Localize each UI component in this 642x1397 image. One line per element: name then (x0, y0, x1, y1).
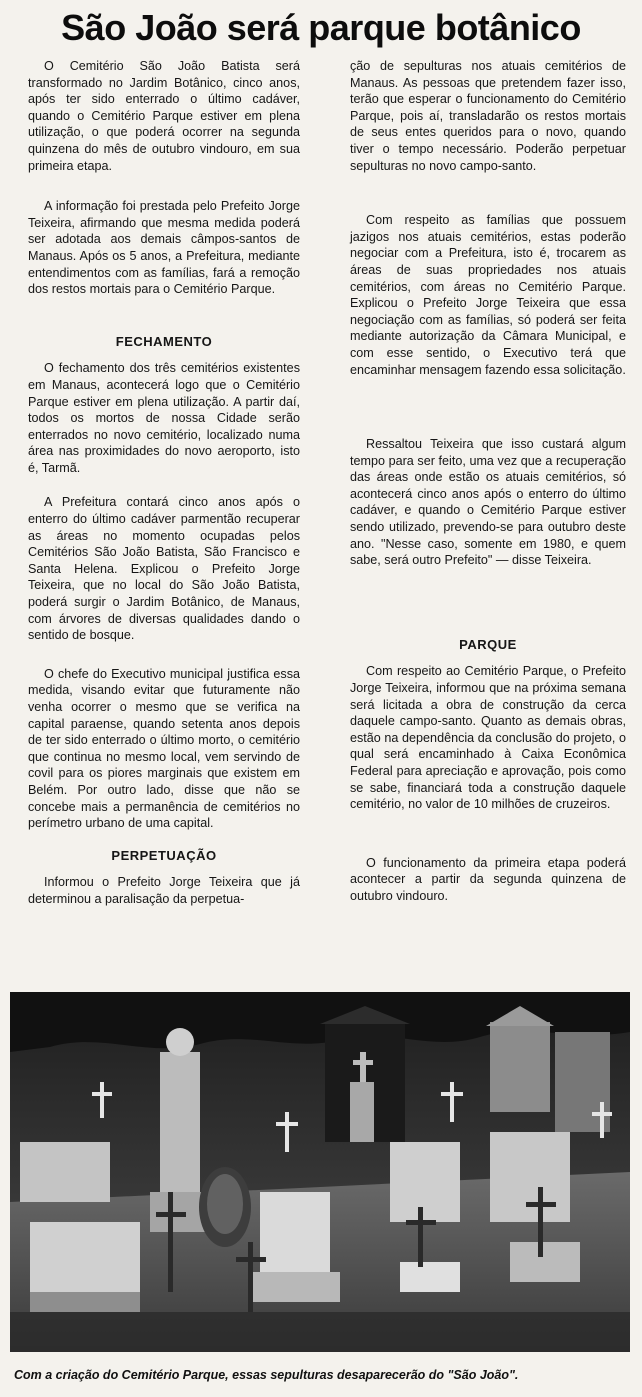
paragraph: O Cemitério São João Batista será transformado no Jardim Botânico, cinco anos, após ter sido enterrado o último cadáver, quando o Cemitério Parque estiver em plena utilização, o que poderá ocorrer na segunda quinzena do mês de outubro vindouro, em sua primeira etapa. (28, 59, 300, 173)
paragraph: A informação foi prestada pelo Prefeito Jorge Teixeira, afirmando que mesma medida poderá ser adotada aos demais câmpos-santos de Manaus. Após os 5 anos, a Prefeitura, mediante entendimentos com as famílias, fará a remoção dos restos mortais para o Cemitério Parque. (28, 199, 300, 297)
paragraph: Com respeito as famílias que possuem jazigos nos atuais cemitérios, estas poderão negociar com a Prefeitura, isto é, trocarem as áreas de suas propriedades nos atuais cemitérios, com áreas no Cemitério Parque. Explicou o Prefeito Jorge Teixeira que essa negociação com as famílias, só poderá ser feita mediante autorização da Câmara Municipal, e com esse sentido, o Executivo terá que encaminhar mensagem fazendo essa solicitação. (350, 213, 626, 377)
right-column (350, 58, 626, 921)
cemetery-photo (10, 992, 630, 1352)
cemetery-photo-illustration (10, 992, 630, 1352)
paragraph: A Prefeitura contará cinco anos após o enterro do último cadáver parmentão recuperar as áreas no momento ocupadas pelos Cemitérios São João Batista, São Francisco e Santa Helena. Explicou o Prefeito Jorge Teixeira, que no local do São João Batista, poderá surgir o Jardim Botânico, de Manaus, com árvores de diversas qualidades dando o sentido de bosque. (28, 495, 300, 643)
left-column (28, 58, 300, 924)
photo-caption: Com a criação do Cemitério Parque, essas sepulturas desaparecerão do "São João". (14, 1368, 519, 1382)
section-heading-fechamento: FECHAMENTO (115, 333, 213, 349)
paragraph: Com respeito ao Cemitério Parque, o Prefeito Jorge Teixeira, informou que na próxima semana será licitada a obra de construção da cerca daquele campo-santo. Quanto as demais obras, estão na dependência da conclusão do projeto, o qual será encaminhado à Caixa Econômica Federal para apreciação e aprovação, pois como se sabe, financiará toda a construção daquele cemitério, no valor de 10 milhões de cruzeiros. (350, 664, 626, 812)
paragraph: O chefe do Executivo municipal justifica essa medida, visando evitar que futuramente não venha ocorrer o mesmo que se verifica na capital paraense, quando setenta anos depois de ter sido enterrado o último morto, o cemitério que continua no mesmo local, vem servindo de covil para os piores marginais que existem em Belém. Por outro lado, disse que não se concebe mais a permanência de cemitérios no perímetro urbano de uma capital. (28, 666, 300, 831)
section-heading-parque: PARQUE (459, 636, 517, 652)
paragraph: Informou o Prefeito Jorge Teixeira que já determinou a paralisação da perpetua- (28, 875, 300, 906)
paragraph: O fechamento dos três cemitérios existentes em Manaus, acontecerá logo que o Cemitério Parque estiver em plena utilização. A partir daí, todos os mortos de nossa Cidade serão enterrados no novo cemitério, localizado numa área nas proximidades do novo aeroporto, isto é, Tarmã. (28, 361, 300, 475)
section-heading-perpetuacao: PERPETUAÇÃO (111, 847, 217, 863)
headline: São João será parque botânico (61, 7, 581, 48)
paragraph: Ressaltou Teixeira que isso custará algum tempo para ser feito, uma vez que a recuperação das áreas onde estão os atuais cemitérios, só acontecerá cinco anos após o enterro do último cadáver, e quando o Cemitério Parque estiver sendo utilizado, prevendo-se para outubro deste ano. "Nesse caso, somente em 1980, e quem sabe, será outro Prefeito" — disse Teixeira. (350, 437, 626, 568)
paragraph: O funcionamento da primeira etapa poderá acontecer a partir da segunda quinzena de outubro vindouro. (350, 855, 626, 903)
paragraph: ção de sepulturas nos atuais cemitérios de Manaus. As pessoas que pretendem fazer isso, terão que esperar o funcionamento do Cemitério Parque, pois aí, transladarão os restos mortais de seus entes queridos para o novo, quando tiver o tempo necessário. Poderão perpetuar sepulturas no novo campo-santo. (350, 59, 626, 173)
